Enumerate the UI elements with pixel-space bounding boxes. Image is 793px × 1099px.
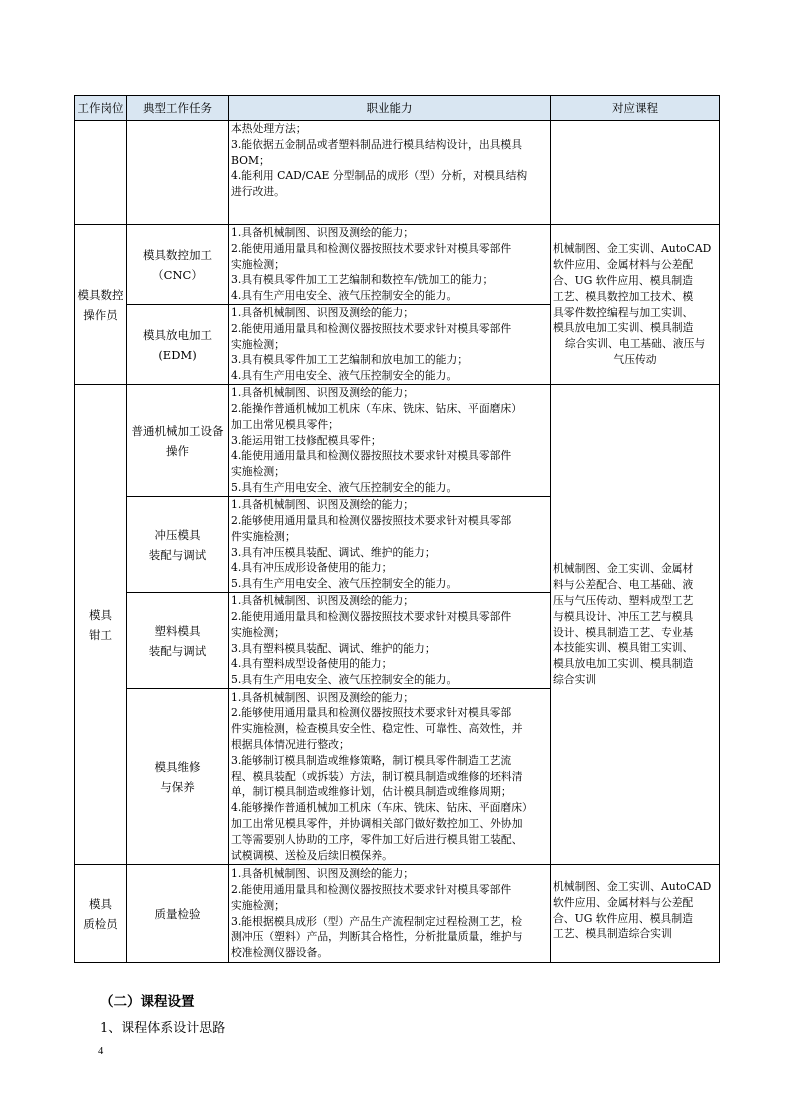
sub-heading: 1、课程体系设计思路 xyxy=(100,1021,226,1036)
header-job: 工作岗位 xyxy=(75,96,127,121)
job-cell: 模具数控 操作员 xyxy=(75,225,127,385)
section-heading: （二）课程设置 xyxy=(100,994,195,1010)
task-cell: 模具放电加工 (EDM) xyxy=(127,305,229,385)
course-cell: 机械制图、金工实训、AutoCAD 软件应用、金属材料与公差配 合、UG 软件应用、模具制造 工艺、模具制造综合实训 xyxy=(551,865,720,963)
ability-cell: 1.具备机械制图、识图及测绘的能力； 2.能使用通用量具和检测仪器按照技术要求针对模具零部件 实施检测； 3.具有模具零件加工工艺编制和数控车/铣加工的能力； 4.具有生产用电安全、液气压控制安全的能力。 xyxy=(229,225,551,305)
task-cell: 质量检验 xyxy=(127,865,229,963)
ability-cell: 1.具备机械制图、识图及测绘的能力； 2.能使用通用量具和检测仪器按照技术要求针对模具零部件 实施检测； 3.具有模具零件加工工艺编制和放电加工的能力； 4.具有生产用电安全、液气压控制安全的能力。 xyxy=(229,305,551,385)
table-row xyxy=(75,225,720,305)
job-cell: 模具 质检员 xyxy=(75,865,127,963)
ability-cell: 1.具备机械制图、识图及测绘的能力； 2.能够使用通用量具和检测仪器按照技术要求针对模具零部 件实施检测，检查模具安全性、稳定性、可靠性、高效性，并 根据具体情况进行整改； 3.能够制订模具制造或维修策略，制订模具零件制造工艺流 程、模具装配（或拆装）方法，制订模具制造或维修的坯料清 单，制订模具制造或维修计划，估计模具制造或维修周期； 4.能够操作普通机械加工机床（车床、铣床、钻床、平面磨床） 加工出常见模具零件，并协调相关部门做好数控加工、外协加 工等需要别人协助的工序，零件加工好后进行模具钳工装配、 试模调模、送检及后续旧模保养。 xyxy=(229,689,551,865)
job-cell xyxy=(75,121,127,225)
task-cell: 模具数控加工 （CNC） xyxy=(127,225,229,305)
table-row xyxy=(75,865,720,963)
course-cell: 机械制图、金工实训、AutoCAD 软件应用、金属材料与公差配 合、UG 软件应用、模具制造 工艺、模具数控加工技术、模 具零件数控编程与加工实训、 模具放电加工实训、模具制造 综合实训、电工基础、液压与 气压传动 xyxy=(551,225,720,385)
task-cell: 冲压模具 装配与调试 xyxy=(127,497,229,593)
ability-cell: 1.具备机械制图、识图及测绘的能力； 2.能使用通用量具和检测仪器按照技术要求针对模具零部件 实施检测； 3.具有塑料模具装配、调试、维护的能力； 4.具有塑料成型设备使用的能力； 5.具有生产用电安全、液气压控制安全的能力。 xyxy=(229,593,551,689)
course-cell: 机械制图、金工实训、金属材 料与公差配合、电工基础、液 压与气压传动、塑料成型工艺 与模具设计、冲压工艺与模具 设计、模具制造工艺、专业基 本技能实训、模具钳工实训、 模具放电加工实训、模具制造 综合实训 xyxy=(551,385,720,865)
task-cell: 塑料模具 装配与调试 xyxy=(127,593,229,689)
header-task: 典型工作任务 xyxy=(127,96,229,121)
header-course: 对应课程 xyxy=(551,96,720,121)
table-header-row xyxy=(75,96,720,121)
task-cell: 普通机械加工设备 操作 xyxy=(127,385,229,497)
header-ability: 职业能力 xyxy=(229,96,551,121)
occupation-table xyxy=(74,95,720,963)
ability-cell: 1.具备机械制图、识图及测绘的能力； 2.能操作普通机械加工机床（车床、铣床、钻床、平面磨床） 加工出常见模具零件； 3.能运用钳工技修配模具零件； 4.能使用通用量具和检测仪器按照技术要求针对模具零部件 实施检测； 5.具有生产用电安全、液气压控制安全的能力。 xyxy=(229,385,551,497)
course-cell xyxy=(551,121,720,225)
ability-cell: 1.具备机械制图、识图及测绘的能力； 2.能够使用通用量具和检测仪器按照技术要求针对模具零部 件实施检测； 3.具有冲压模具装配、调试、维护的能力； 4.具有冲压成形设备使用的能力； 5.具有生产用电安全、液气压控制安全的能力。 xyxy=(229,497,551,593)
table-row xyxy=(75,121,720,225)
table-row xyxy=(75,385,720,497)
ability-cell: 1.具备机械制图、识图及测绘的能力； 2.能使用通用量具和检测仪器按照技术要求针对模具零部件 实施检测； 3.能根据模具成形（型）产品生产流程制定过程检测工艺，检 测冲压（塑料）产品，判断其合格性，分析批量质量，维护与 校准检测仪器设备。 xyxy=(229,865,551,963)
job-cell: 模具 钳工 xyxy=(75,385,127,865)
page-number: 4 xyxy=(98,1046,104,1057)
task-cell: 模具维修 与保养 xyxy=(127,689,229,865)
task-cell xyxy=(127,121,229,225)
ability-cell: 本热处理方法； 3.能依据五金制品或者塑料制品进行模具结构设计，出具模具 BOM； 4.能利用 CAD/CAE 分型制品的成形（型）分析，对模具结构 进行改进。 xyxy=(229,121,551,225)
